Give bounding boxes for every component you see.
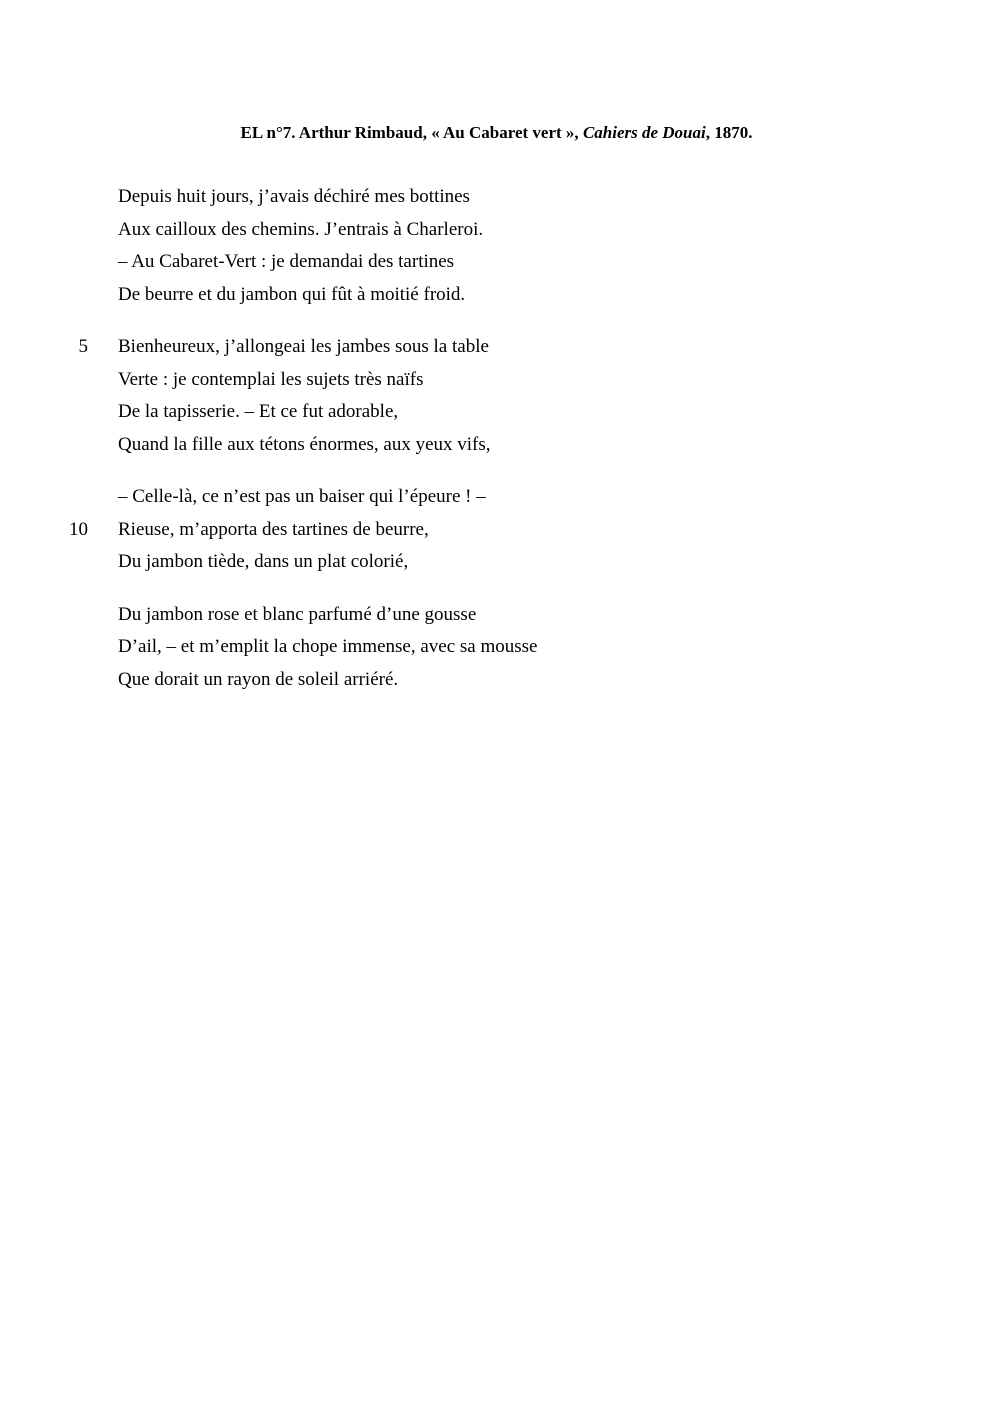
verse-line — [0, 601, 993, 634]
title-prefix: EL n°7. Arthur Rimbaud, « Au Cabaret vert », — [240, 123, 583, 142]
verse-line — [0, 248, 993, 281]
verse-line — [0, 633, 993, 666]
verse-line — [0, 431, 993, 464]
line-number: 5 — [78, 336, 88, 357]
verse-line — [0, 216, 993, 249]
title-suffix: , 1870. — [705, 123, 753, 142]
document-title — [0, 122, 993, 144]
stanza-3 — [0, 483, 993, 581]
verse-text: De la tapisserie. – Et ce fut adorable, — [118, 401, 399, 422]
verse-line — [0, 281, 993, 314]
verse-line — [0, 483, 993, 516]
verse-text: Du jambon rose et blanc parfumé d’une gousse — [118, 603, 477, 625]
verse-text: Bienheureux, j’allongeai les jambes sous la table — [118, 336, 489, 357]
verse-text: Du jambon tiède, dans un plat colorié, — [118, 551, 409, 572]
verse-text: Verte : je contemplai les sujets très naïfs — [118, 368, 424, 390]
verse-text: – Au Cabaret-Vert : je demandai des tartines — [118, 251, 455, 272]
stanza-2 — [0, 333, 993, 463]
verse-text: Aux cailloux des chemins. J’entrais à Charleroi. — [118, 218, 484, 240]
verse-line — [0, 333, 993, 366]
verse-line — [0, 183, 993, 216]
title-work: Cahiers de Douai — [582, 123, 706, 142]
verse-line — [0, 398, 993, 431]
stanza-4 — [0, 601, 993, 699]
stanza-1 — [0, 183, 993, 313]
verse-text: Quand la fille aux tétons énormes, aux yeux vifs, — [118, 433, 491, 455]
verse-text: – Celle-là, ce n’est pas un baiser qui l’épeure ! – — [118, 486, 486, 507]
line-number: 10 — [69, 518, 88, 540]
poem — [0, 183, 993, 718]
verse-line — [0, 666, 993, 699]
verse-line — [0, 366, 993, 399]
verse-line — [0, 548, 993, 581]
verse-text: De beurre et du jambon qui fût à moitié froid. — [118, 283, 466, 305]
verse-line — [0, 516, 993, 549]
verse-text: D’ail, – et m’emplit la chope immense, avec sa mousse — [118, 636, 538, 657]
verse-text: Rieuse, m’apporta des tartines de beurre, — [118, 518, 429, 540]
verse-text: Que dorait un rayon de soleil arriéré. — [118, 668, 399, 690]
verse-text: Depuis huit jours, j’avais déchiré mes bottines — [118, 186, 470, 207]
